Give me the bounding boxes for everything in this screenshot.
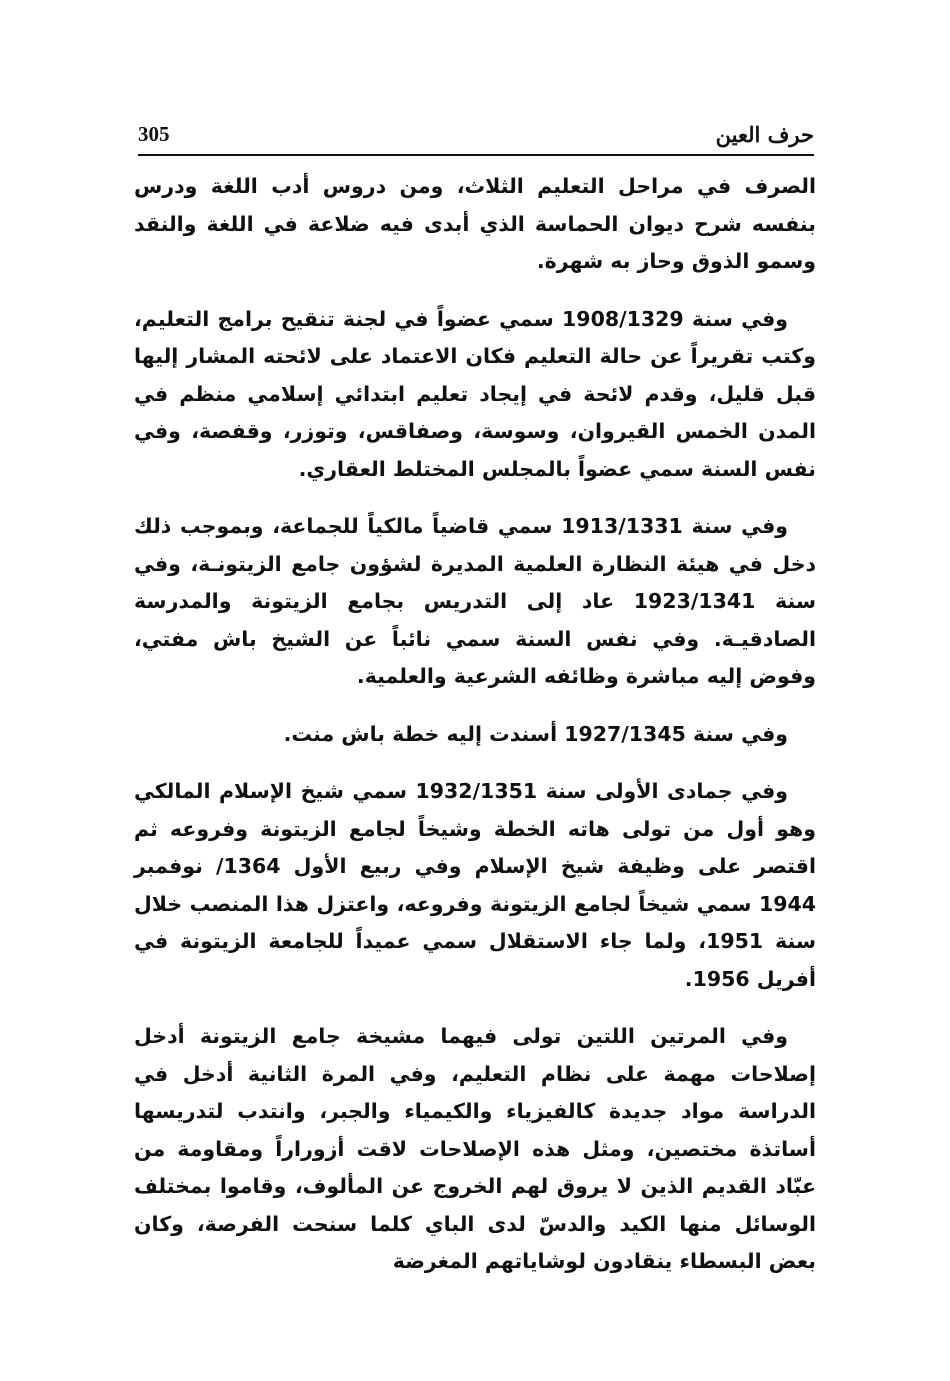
paragraph-1: الصرف في مراحل التعليم الثلاث، ومن دروس أدب اللغة ودرس بنفسه شرح ديوان الحماسة الذي أبدى فيه ضلاعة في اللغة والنقد وسمو الذوق وحاز به شهرة. [134, 174, 816, 273]
page-number: 305 [138, 122, 170, 146]
paragraph-4: وفي سنة 1927/1345 أسندت إليه خطة باش منت. [283, 721, 788, 746]
paragraph-5: وفي جمادى الأولى سنة 1932/1351 سمي شيخ الإسلام المالكي وهو أول من تولى هاته الخطة وشيخاً لجامع الزيتونة وفروعه ثم اقتصر على وظيفة شيخ الإسلام وفي ربيع الأول 1364/ نوفمبر 1944 سمي شيخاً لجامع الزيتونة وفروعه، واعتزل هذا المنصب خلال سنة 1951، ولما جاء الاستقلال سمي عميداً للجامعة الزيتونة في أفريل 1956. [134, 779, 817, 991]
page-header [138, 118, 814, 156]
chapter-title: حرف العين [715, 122, 814, 147]
page-body [134, 168, 816, 1301]
paragraph-3: وفي سنة 1913/1331 سمي قاضياً مالكياً للجماعة، وبموجب ذلك دخل في هيئة النظارة العلمية المديرة لشؤون جامع الزيتونـة، وفي سنة 1923/1341 عاد إلى التدريس بجامع الزيتونة والمدرسة الصادقيـة. وفي نفس السنة سمي نائباً عن الشيخ باش مفتي، وفوض إليه مباشرة وظائفه الشرعية والعلمية. [134, 514, 816, 688]
paragraph-6: وفي المرتين اللتين تولى فيهما مشيخة جامع الزيتونة أدخل إصلاحات مهمة على نظام التعليم، وفي المرة الثانية أدخل في الدراسة مواد جديدة كالفيزياء والكيمياء والجبر، وانتدب لتدريسها أساتذة مختصين، ومثل هذه الإصلاحات لاقت أزوراراً ومقاومة من عبّاد القديم الذين لا يروق لهم الخروج عن المألوف، وقاموا بمختلف الوسائل منها الكيد والدسّ لدى الباي كلما سنحت الفرصة، وكان بعض البسطاء ينقادون لوشاياتهم المغرضة [134, 1024, 816, 1273]
paragraph-2: وفي سنة 1908/1329 سمي عضواً في لجنة تنقيح برامج التعليم، وكتب تقريراً عن حالة التعليم فكان الاعتماد على لائحته المشار إليها قبل قليل، وقدم لائحة في إيجاد تعليم ابتدائي إسلامي منظم في المدن الخمس القيروان، وسوسة، وصفاقس، وتوزر، وقفصة، وفي نفس السنة سمي عضواً بالمجلس المختلط العقاري. [134, 306, 816, 481]
